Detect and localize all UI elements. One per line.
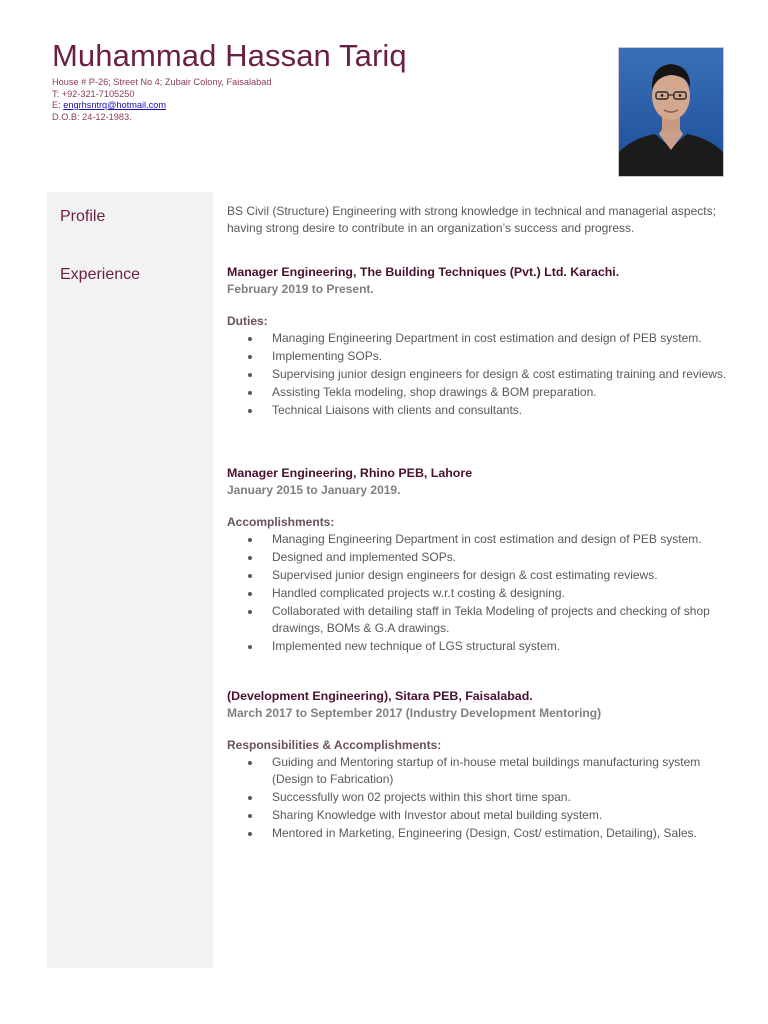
list-item: Handled complicated projects w.r.t costing & designing. — [227, 585, 737, 602]
responsibility-list — [227, 754, 737, 842]
email-line — [52, 100, 592, 112]
resume-header — [52, 38, 592, 123]
list-item: Implemented new technique of LGS structural system. — [227, 638, 737, 655]
list-item: Assisting Tekla modeling, shop drawings & BOM preparation. — [227, 384, 737, 401]
email-link[interactable]: engrhsntrq@hotmail.com — [63, 100, 167, 110]
list-item: Sharing Knowledge with Investor about metal building system. — [227, 807, 737, 824]
list-heading: Responsibilities & Accomplishments: — [227, 738, 442, 752]
portrait-image — [619, 48, 723, 176]
experience-entry — [227, 465, 737, 656]
experience-entry — [227, 264, 737, 420]
resume-body — [227, 203, 737, 840]
profile-section-label: Profile — [60, 208, 106, 225]
list-item: Guiding and Mentoring startup of in-house metal buildings manufacturing system (Design to Fabrication) — [227, 754, 737, 788]
profile-photo — [618, 47, 724, 177]
section-sidebar — [47, 192, 213, 968]
phone: T: +92-321-7105250 — [52, 88, 135, 99]
job-dates: February 2019 to Present. — [227, 282, 374, 296]
list-item: Supervising junior design engineers for design & cost estimating training and reviews. — [227, 366, 737, 383]
duty-list — [227, 330, 737, 419]
job-title: Manager Engineering, The Building Techniques (Pvt.) Ltd. Karachi. — [227, 265, 620, 279]
accomplishment-list — [227, 531, 737, 655]
list-heading: Duties: — [227, 314, 268, 328]
list-item: Collaborated with detailing staff in Tekla Modeling of projects and checking of shop drawings, BOMs & G.A drawings. — [227, 603, 737, 637]
list-item: Successfully won 02 projects within this short time span. — [227, 789, 737, 806]
email-prefix: E: — [52, 100, 64, 110]
list-item: Supervised junior design engineers for design & cost estimating reviews. — [227, 567, 737, 584]
list-item: Managing Engineering Department in cost estimation and design of PEB system. — [227, 330, 737, 347]
date-of-birth: D.O.B: 24-12-1983. — [52, 111, 132, 122]
job-dates: January 2015 to January 2019. — [227, 483, 401, 497]
job-title: (Development Engineering), Sitara PEB, Faisalabad. — [227, 689, 533, 703]
profile-summary: BS Civil (Structure) Engineering with strong knowledge in technical and managerial aspects; having strong desire to contribute in an organization’s success and progress. — [227, 204, 716, 235]
job-title: Manager Engineering, Rhino PEB, Lahore — [227, 466, 473, 480]
list-heading: Accomplishments: — [227, 515, 335, 529]
list-item: Mentored in Marketing, Engineering (Design, Cost/ estimation, Detailing), Sales. — [227, 825, 737, 842]
contact-info — [52, 77, 592, 123]
list-item: Technical Liaisons with clients and consultants. — [227, 402, 737, 419]
list-item: Designed and implemented SOPs. — [227, 549, 737, 566]
experience-section-label: Experience — [60, 266, 141, 283]
list-item: Managing Engineering Department in cost estimation and design of PEB system. — [227, 531, 737, 548]
list-item: Implementing SOPs. — [227, 348, 737, 365]
experience-entry — [227, 688, 737, 843]
address: House # P-26; Street No 4; Zubair Colony, Faisalabad — [52, 77, 272, 87]
candidate-name: Muhammad Hassan Tariq — [52, 38, 407, 73]
job-dates: March 2017 to September 2017 (Industry Development Mentoring) — [227, 706, 602, 720]
